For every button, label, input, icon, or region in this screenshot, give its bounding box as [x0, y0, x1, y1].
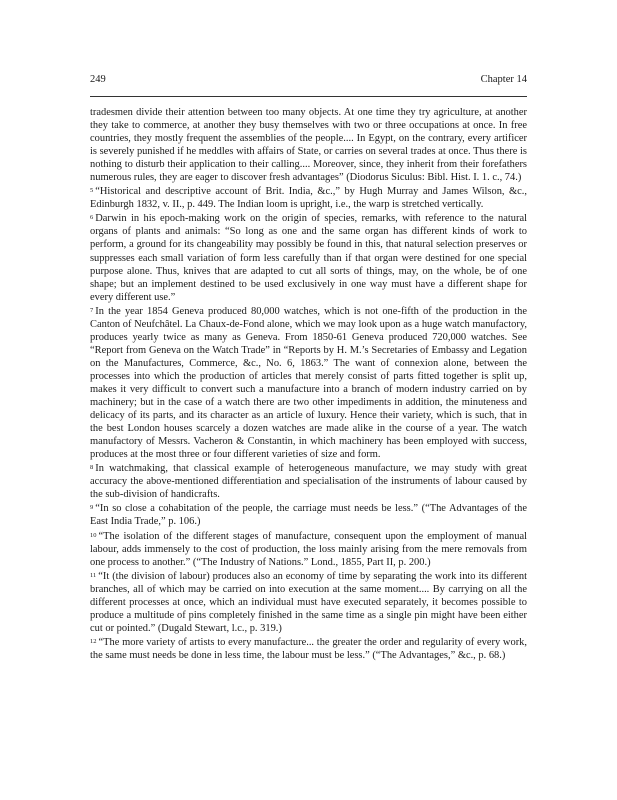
running-header: [90, 73, 527, 86]
footnote-12: [90, 636, 527, 662]
chapter-label: Chapter 14: [480, 74, 527, 85]
footnote-marker: 9: [90, 504, 94, 512]
footnote-marker: 10: [90, 531, 97, 539]
footnote-7: [90, 305, 527, 462]
page-number: 249: [90, 74, 106, 85]
footnote-text: “In so close a cohabitation of the people, the carriage must needs be less.” (“The Advantages of the East India Trade,” p. 106.): [90, 503, 527, 528]
footnote-text: Darwin in his epoch-making work on the origin of species, remarks, with reference to the natural organs of plants and animals: “So long as one and the same organ has different kinds of work to perform, a ground for its changeability may possibly be found in this, that natural selection preserves or suppresses each small variation of form less carefully than if that organ were destined for one special purpose alone. Thus, knives that are adapted to cut all sorts of things, may, on the whole, be of one shape; but an implement destined to be used exclusively in one way must have a different shape for every different use.”: [90, 213, 527, 303]
footnote-marker: 8: [90, 464, 94, 472]
footnote-6: [90, 212, 527, 303]
footnotes-body: [90, 106, 527, 663]
footnote-text: In watchmaking, that classical example of heterogeneous manufacture, we may study with great accuracy the above-mentioned differentiation and specialisation of the instruments of labour caused by the sub-division of handicrafts.: [90, 463, 527, 501]
footnote-text: In the year 1854 Geneva produced 80,000 watches, which is not one-fifth of the production in the Canton of Neufchâtel. La Chaux-de-Fond alone, which we may look upon as a huge watch manufactory, produces yearly twice as many as Geneva. From 1850-61 Geneva produced 720,000 watches. See “Report from Geneva on the Watch Trade” in “Reports by H. M.’s Secretaries of Embassy and Legation on the Manufactures, Commerce, &c., No. 6, 1863.” The want of connexion alone, between the processes into which the production of articles that merely consist of parts fitted together is split up, makes it very difficult to convert such a manufacture into a branch of modern industry carried on by machinery; but in the case of a watch there are two other impediments in addition, the minuteness and delicacy of its parts, and its character as an article of luxury. Hence their variety, which is such, that in the best London houses scarcely a dozen watches are made alike in the course of a year. The watch manufactory of Messrs. Vacheron & Constantin, in which machinery has been employed with success, produces at the most three or four different varieties of size and form.: [90, 305, 527, 461]
footnote-11: [90, 570, 527, 635]
footnote-marker: 7: [90, 306, 94, 314]
footnote-continued: [90, 106, 527, 184]
footnote-text: “It (the division of labour) produces also an economy of time by separating the work into its different branches, all of which may be carried on into execution at the same moment.... By carrying on all the different processes at once, which an individual must have executed separately, it becomes possible to produce a multitude of pins completely finished in the same time as a single pin might have been either cut or pointed.” (Dugald Stewart, l.c., p. 319.): [90, 570, 527, 634]
footnote-text: “The more variety of artists to every manufacture... the greater the order and regularity of every work, the same must needs be done in less time, the labour must be less.” (“The Advantages,” &c., p. 68.): [90, 636, 527, 661]
footnote-marker: 11: [90, 571, 97, 579]
footnote-text: tradesmen divide their attention between too many objects. At one time they try agriculture, at another they take to commerce, at another they busy themselves with two or three occupations at once. In free countries, they mostly frequent the assemblies of the people.... In Egypt, on the contrary, every artificer is severely punished if he meddles with affairs of State, or carries on several trades at once. Thus there is nothing to disturb their application to their calling.... Moreover, since, they inherit from their forefathers numerous rules, they are eager to discover fresh advantages” (Diodorus Siculus: Bibl. Hist. I. 1. c., 74.): [90, 107, 527, 184]
footnote-text: “Historical and descriptive account of Brit. India, &c.,” by Hugh Murray and James Wilson, &c., Edinburgh 1832, v. II., p. 449. The Indian loom is upright, i.e., the warp is stretched vertically.: [90, 186, 527, 211]
footnote-8: [90, 462, 527, 501]
footnote-marker: 6: [90, 214, 94, 222]
footnote-marker: 12: [90, 637, 97, 645]
footnote-text: “The isolation of the different stages of manufacture, consequent upon the employment of manual labour, adds immensely to the cost of production, the loss mainly arising from the mere removals from one process to another.” (“The Industry of Nations.” Lond., 1855, Part II, p. 200.): [90, 530, 527, 568]
footnote-9: [90, 502, 527, 528]
header-rule: [90, 96, 527, 97]
footnote-marker: 5: [90, 187, 94, 195]
footnote-5: [90, 185, 527, 211]
footnote-10: [90, 530, 527, 569]
